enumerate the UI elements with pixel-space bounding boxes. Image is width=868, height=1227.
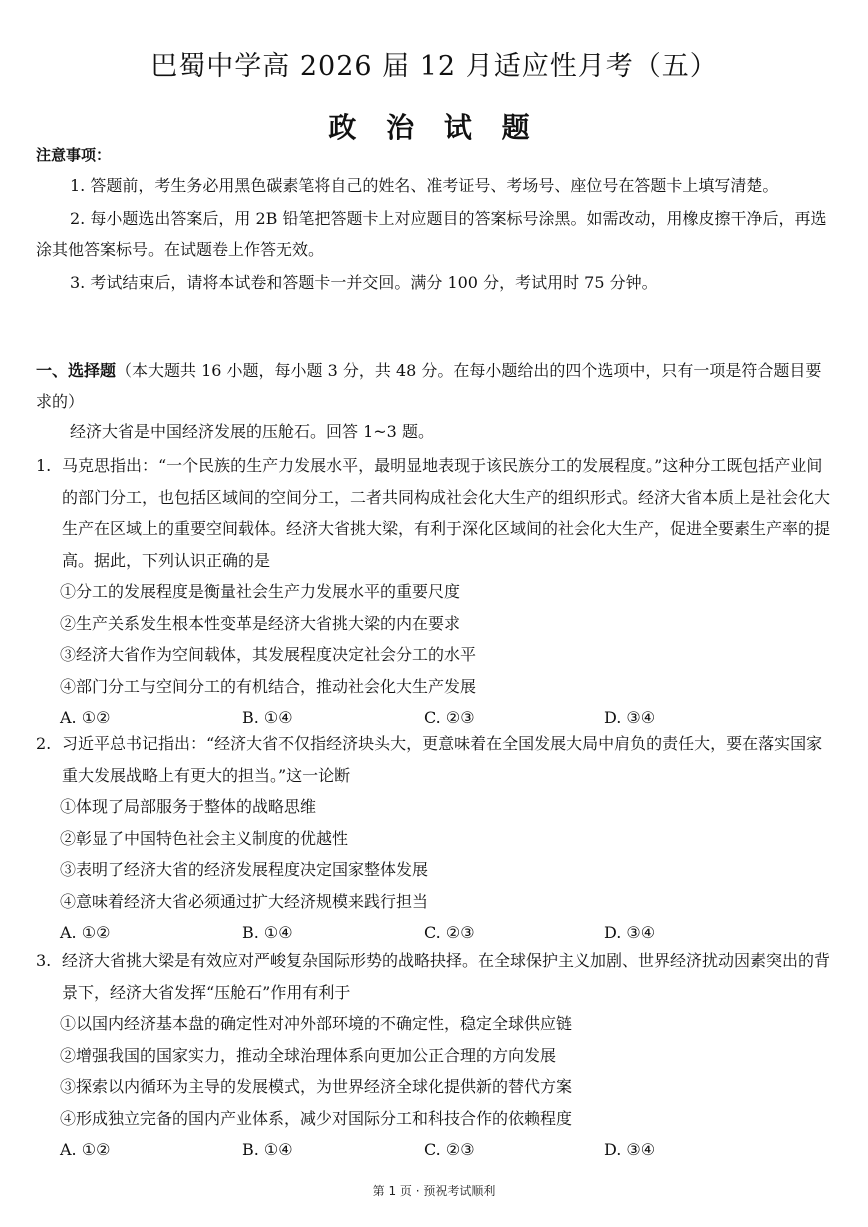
statement-option: ③探索以内循环为主导的发展模式，为世界经济全球化提供新的替代方案	[60, 1077, 573, 1096]
page-footer: 第 1 页 · 预祝考试顺利	[372, 1184, 496, 1198]
choice-a: A. ①②	[60, 923, 111, 942]
question-stem	[36, 728, 836, 791]
statement-option: ④部门分工与空间分工的有机结合，推动社会化大生产发展	[60, 676, 477, 696]
notice-item: 3. 考试结束后，请将本试卷和答题卡一并交回。满分 100 分，考试用时 75 分钟。	[70, 273, 658, 292]
choice-b: B. ①④	[242, 923, 293, 942]
question-group-intro: 经济大省是中国经济发展的压舱石。回答 1~3 题。	[70, 422, 434, 441]
question-3	[36, 945, 836, 1166]
question-stem	[36, 450, 836, 576]
question-text: 经济大省挑大梁是有效应对严峻复杂国际形势的战略抉择。在全球保护主义加剧、世界经济扰动因素突出的背景下，经济大省发挥“压舱石”作用有利于	[62, 951, 831, 1002]
choice-b: B. ①④	[242, 1140, 293, 1159]
question-number: 3.	[36, 951, 52, 970]
statement-option: ②增强我国的国家实力，推动全球治理体系向更加公正合理的方向发展	[60, 1045, 557, 1065]
choice-d: D. ③④	[604, 923, 656, 942]
section-description: （本大题共 16 小题，每小题 3 分，共 48 分。在每小题给出的四个选项中，只有一项是符合题目要求的）	[36, 361, 822, 411]
notice-item: 1. 答题前，考生务必用黑色碳素笔将自己的姓名、准考证号、考场号、座位号在答题卡上填写清楚。	[70, 176, 779, 195]
choice-a: A. ①②	[60, 1140, 111, 1159]
choice-c: C. ②③	[424, 923, 475, 942]
statement-option: ①以国内经济基本盘的确定性对冲外部环境的不确定性，稳定全球供应链	[60, 1014, 573, 1033]
statement-option: ③经济大省作为空间载体，其发展程度决定社会分工的水平	[60, 645, 477, 664]
question-text: 马克思指出：“一个民族的生产力发展水平，最明显地表现于该民族分工的发展程度。”这种分工既包括产业间的部门分工，也包括区域间的空间分工，二者共同构成社会化大生产的组织形式。经济大省本质上是社会化大生产在区域上的重要空间载体。经济大省挑大梁，有利于深化区域间的社会化大生产，促进全要素生产率的提高。据此，下列认识正确的是	[62, 456, 831, 570]
notice-heading: 注意事项：	[36, 146, 112, 164]
choice-b: B. ①④	[242, 708, 293, 727]
answer-choices	[36, 1134, 836, 1166]
statement-option: ①分工的发展程度是衡量社会生产力发展水平的重要尺度	[60, 582, 461, 601]
notice-list	[36, 170, 836, 300]
exam-title: 巴蜀中学高 2026 届 12 月适应性月考（五）	[150, 51, 718, 82]
exam-subject-title: 政 治 试 题	[328, 111, 540, 144]
choice-d: D. ③④	[604, 1140, 656, 1159]
choice-a: A. ①②	[60, 708, 111, 727]
choice-c: C. ②③	[424, 1140, 475, 1159]
section-title: 一、选择题	[36, 361, 117, 380]
statement-option: ②生产关系发生根本性变革是经济大省挑大梁的内在要求	[60, 613, 461, 633]
question-text: 习近平总书记指出：“经济大省不仅指经济块头大，更意味着在全国发展大局中肩负的责任大，要在落实国家重大发展战略上有更大的担当。”这一论断	[62, 734, 823, 785]
question-number: 2.	[36, 734, 52, 753]
question-1	[36, 450, 836, 734]
choice-d: D. ③④	[604, 708, 656, 727]
question-number: 1.	[36, 456, 52, 475]
notice-item: 2. 每小题选出答案后，用 2B 铅笔把答题卡上对应题目的答案标号涂黑。如需改动，用橡皮擦干净后，再选涂其他答案标号。在试题卷上作答无效。	[36, 209, 827, 259]
question-2	[36, 728, 836, 949]
statement-option: ④意味着经济大省必须通过扩大经济规模来践行担当	[60, 891, 429, 911]
statement-option: ②彰显了中国特色社会主义制度的优越性	[60, 828, 349, 848]
statement-option: ③表明了经济大省的经济发展程度决定国家整体发展	[60, 860, 429, 879]
statement-option: ④形成独立完备的国内产业体系，减少对国际分工和科技合作的依赖程度	[60, 1108, 573, 1128]
choice-c: C. ②③	[424, 708, 475, 727]
question-stem	[36, 945, 836, 1008]
section-header	[36, 355, 836, 417]
statement-option: ①体现了局部服务于整体的战略思维	[60, 797, 317, 816]
